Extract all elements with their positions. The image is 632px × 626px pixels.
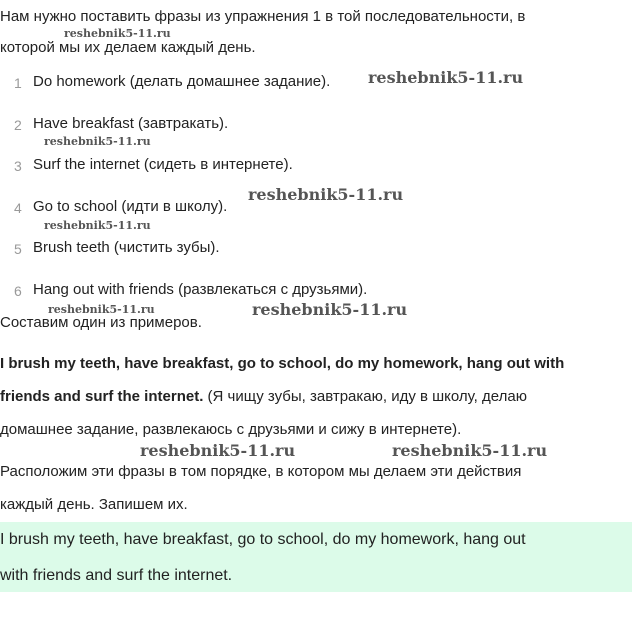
watermark: reshebnik5-11.ru [392,441,548,460]
list-number: 1 [14,75,22,91]
list-number: 2 [14,117,22,133]
arrange-line-1: Расположим эти фразы в том порядке, в котором мы делаем эти действия [0,463,522,480]
intro-line-1: Нам нужно поставить фразы из упражнения 1 в той последовательности, в [0,8,526,25]
list-item: Go to school (идти в школу). [33,198,228,215]
example-intro: Составим один из примеров. [0,314,202,331]
answer-line-1: I brush my teeth, have breakfast, go to school, do my homework, hang out [0,531,526,548]
watermark: reshebnik5-11.ru [368,68,524,87]
list-number: 6 [14,283,22,299]
list-item: Surf the internet (сидеть в интернете). [33,156,293,173]
list-number: 4 [14,200,22,216]
list-item: Have breakfast (завтракать). [33,115,229,132]
watermark: reshebnik5-11.ru [248,185,404,204]
list-item: Do homework (делать домашнее задание). [33,73,331,90]
arrange-line-2: каждый день. Запишем их. [0,496,188,513]
example-line-1 [0,355,564,373]
watermark: reshebnik5-11.ru [44,135,151,148]
example-bold: friends and surf the internet. [0,388,204,405]
watermark: reshebnik5-11.ru [48,303,155,316]
list-number: 5 [14,241,22,257]
list-item: Hang out with friends (развлекаться с друзьями). [33,281,368,298]
example-line-3: домашнее задание, развлекаюсь с друзьями и сижу в интернете). [0,421,462,438]
watermark: reshebnik5-11.ru [64,27,171,40]
example-bold: I brush my teeth, have breakfast, go to school, do my homework, hang out with [0,355,565,372]
watermark: reshebnik5-11.ru [140,441,296,460]
list-item: Brush teeth (чистить зубы). [33,239,220,256]
example-translation: (Я чищу зубы, завтракаю, иду в школу, делаю [203,388,527,405]
answer-line-2: with friends and surf the internet. [0,567,233,584]
example-line-2 [0,388,527,406]
intro-line-2: которой мы их делаем каждый день. [0,39,256,56]
watermark: reshebnik5-11.ru [44,219,151,232]
list-number: 3 [14,158,22,174]
watermark: reshebnik5-11.ru [252,300,408,319]
